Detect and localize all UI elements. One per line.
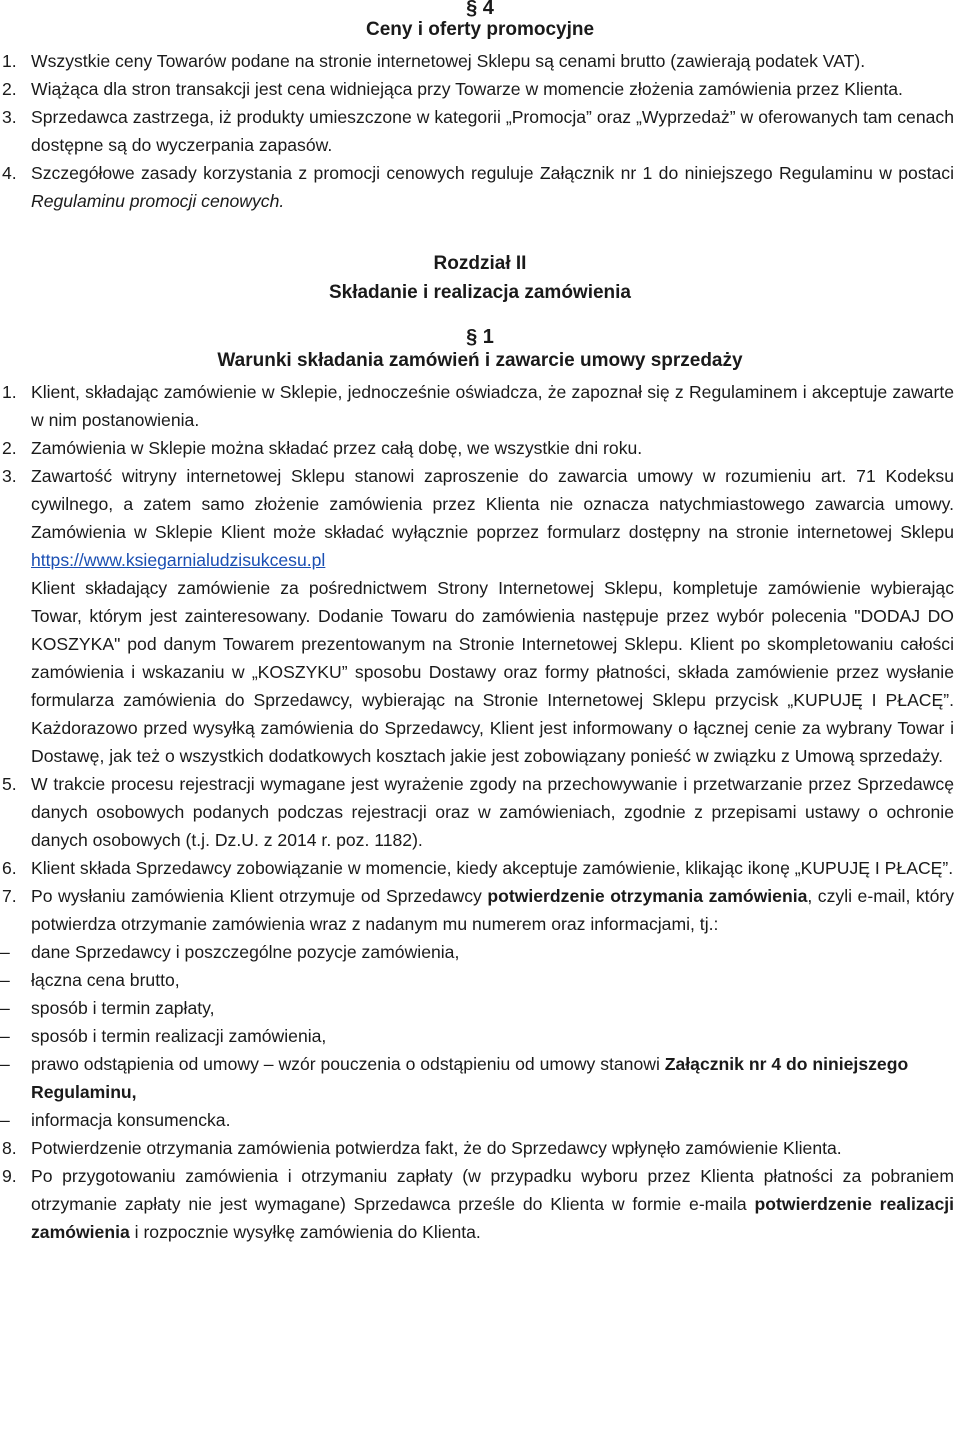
section-sign-4: § 4 xyxy=(466,0,494,19)
list-item: 2. Wiążąca dla stron transakcji jest cena widniejąca przy Towarze w momencie złożenia zamówienia przez Klienta. xyxy=(2,79,903,99)
section1-list-continued xyxy=(0,1134,960,1246)
list-item: – sposób i termin zapłaty, xyxy=(0,998,215,1018)
list-item: 4. Szczegółowe zasady korzystania z promocji cenowych reguluje Załącznik nr 1 do niniejszego Regulaminu w postaci Regulaminu promocji cenowych. xyxy=(2,163,954,211)
list-item: 9. Po przygotowaniu zamówienia i otrzymaniu zapłaty (w przypadku wyboru przez Klienta płatności za pobraniem otrzymanie zapłaty nie jest wymagane) Sprzedawca prześle do Klienta w formie e-maila potwierdzenie realizacji zamówienia i rozpocznie wysyłkę zamówienia do Klienta. xyxy=(2,1166,955,1242)
list-item: – informacja konsumencka. xyxy=(0,1110,231,1130)
list-item: 2. Zamówienia w Sklepie można składać przez całą dobę, we wszystkie dni roku. xyxy=(2,438,643,458)
list-item: – dane Sprzedawcy i poszczególne pozycje zamówienia, xyxy=(0,942,460,962)
list-item: 7. Po wysłaniu zamówienia Klient otrzymuje od Sprzedawcy potwierdzenie otrzymania zamówienia, czyli e-mail, który potwierdza otrzymanie zamówienia wraz z nadanym mu numerem oraz informacjami, tj.: xyxy=(2,886,955,934)
shop-link[interactable]: https://www.ksiegarnialudzisukcesu.pl xyxy=(31,550,326,570)
chapter-label: Rozdział II xyxy=(433,253,527,274)
section-sign-1: § 1 xyxy=(466,326,494,348)
list-item: – łączna cena brutto, xyxy=(0,970,180,990)
confirmation-contents-list xyxy=(0,938,960,1134)
chapter-title: Składanie i realizacja zamówienia xyxy=(328,282,632,303)
list-item: 8. Potwierdzenie otrzymania zamówienia potwierdza fakt, że do Sprzedawcy wpłynęło zamówienie Klienta. xyxy=(2,1138,842,1158)
list-item: 3. Sprzedawca zastrzega, iż produkty umieszczone w kategorii „Promocja” oraz „Wyprzedaż” w oferowanych tam cenach dostępne są do wyczerpania zapasów. xyxy=(2,107,954,155)
list-item: 6. Klient składa Sprzedawcy zobowiązanie w momencie, kiedy akceptuje zamówienie, klikając ikonę „KUPUJĘ I PŁACĘ”. xyxy=(2,858,954,878)
section-title: Warunki składania zamówień i zawarcie umowy sprzedaży xyxy=(217,350,743,371)
section4-list xyxy=(0,47,960,215)
list-item: 5. W trakcie procesu rejestracji wymagane jest wyrażenie zgody na przechowywanie i przetwarzanie przez Sprzedawcę danych osobowych podanych podczas rejestracji oraz w zamówieniach, zgodnie z przepisami ustawy o ochronie danych osobowych (t.j. Dz.U. z 2014 r. poz. 1182). xyxy=(2,774,954,850)
list-item: – prawo odstąpienia od umowy – wzór pouczenia o odstąpieniu od umowy stanowi Załącznik nr 4 do niniejszego Regulaminu, xyxy=(0,1054,909,1102)
list-item: 1. Wszystkie ceny Towarów podane na stronie internetowej Sklepu są cenami brutto (zawierają podatek VAT). xyxy=(2,51,866,71)
list-item: 1. Klient, składając zamówienie w Sklepie, jednocześnie oświadcza, że zapoznał się z Regulaminem i akceptuje zawarte w nim postanowienia. xyxy=(2,382,954,430)
list-item: – sposób i termin realizacji zamówienia, xyxy=(0,1026,327,1046)
section1-list xyxy=(0,378,960,938)
section-title: Ceny i oferty promocyjne xyxy=(365,19,595,40)
list-item: 3. Zawartość witryny internetowej Sklepu stanowi zaproszenie do zawarcia umowy w rozumieniu art. 71 Kodeksu cywilnego, a zatem samo złożenie zamówienia przez Klienta nie oznacza natychmiastowego zawarcia umowy. Zamówienia w Sklepie Klient może składać wyłącznie poprzez formularz dostępny na stronie internetowej Sklepu https://www.ksiegarnialudzisukcesu.pl Klient składający zamówienie za pośrednictwem Strony Internetowej Sklepu, kompletuje zamówienie wybierając Towar, którym jest zainteresowany. Dodanie Towaru do zamówienia następuje przez wybór polecenia "DODAJ DO KOSZYKA" pod danym Towarem prezentowanym na Stronie Internetowej Sklepu. Klient po skompletowaniu całości zamówienia i wskazaniu w „KOSZYKU” sposobu Dostawy oraz formy płatności, składa zamówienie przez wysłanie formularza zamówienia do Sprzedawcy, wybierając na Stronie Internetowej Sklepu przycisk „KUPUJĘ I PŁACĘ”. Każdorazowo przed wysyłką zamówienia do Sprzedawcy, Klient jest informowany o łącznej cenie za wybrany Towar i Dostawę, jak też o wszystkich dodatkowych kosztach jakie jest zobowiązany ponieść w związku z Umową sprzedaży. xyxy=(2,466,954,766)
